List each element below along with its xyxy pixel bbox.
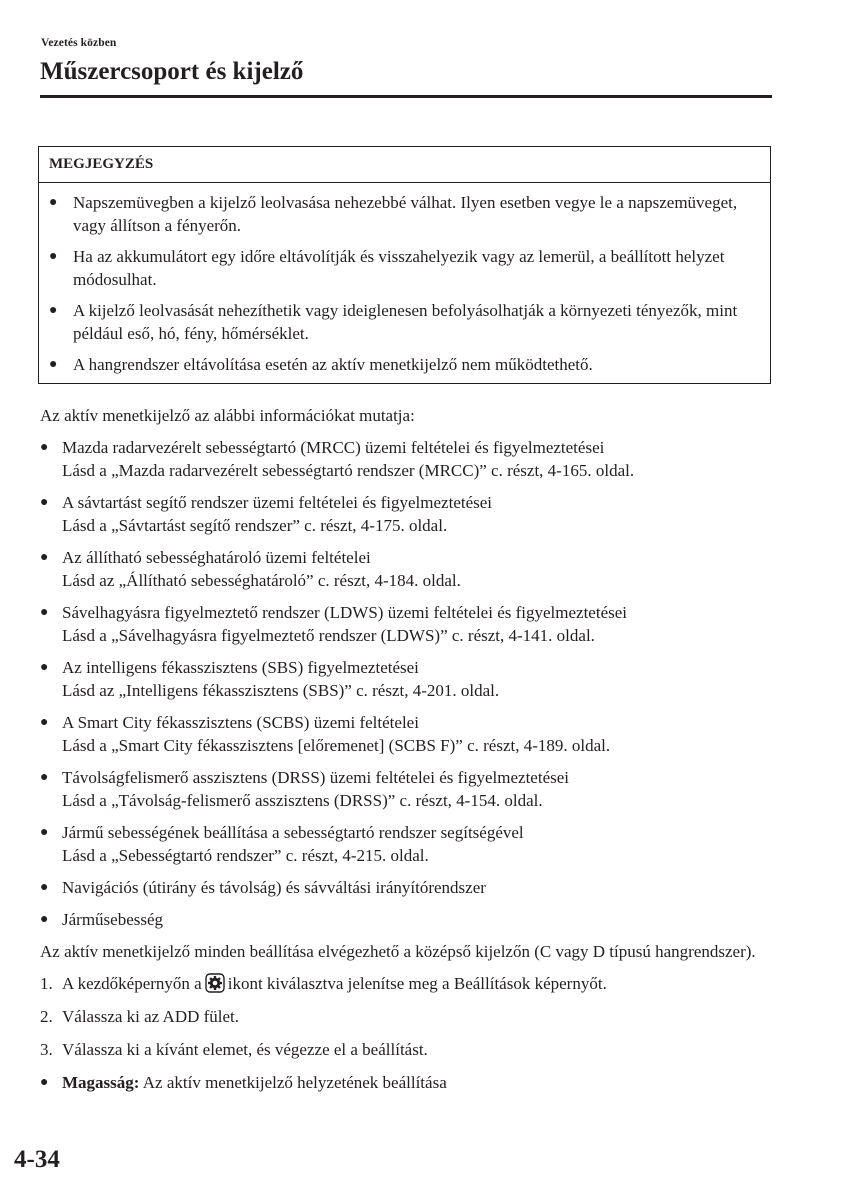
note-item-text: A hangrendszer eltávolítása esetén az aktív menetkijelző nem működtethető. xyxy=(73,355,593,374)
bullet-icon: ● xyxy=(49,249,58,264)
bullet-icon: ● xyxy=(40,1075,49,1090)
bullet-icon: ● xyxy=(49,357,58,372)
list-item xyxy=(40,766,775,812)
list-item-reference: Lásd a „Sávelhagyásra figyelmeztető rendszer (LDWS)” c. részt, 4-141. oldal. xyxy=(62,626,595,645)
note-item-text: Napszemüvegben a kijelző leolvasása nehezebbé válhat. Ilyen esetben vegye le a napszemüveget, vagy állítson a fényerőn. xyxy=(73,193,738,235)
bullet-icon: ● xyxy=(40,550,49,565)
bullet-icon: ● xyxy=(40,715,49,730)
gear-icon xyxy=(205,973,225,993)
step-number: 3. xyxy=(40,1040,53,1059)
step-item xyxy=(40,1005,775,1028)
list-item-text: Az intelligens fékasszisztens (SBS) figyelmeztetései xyxy=(62,658,419,677)
list-item xyxy=(40,601,775,647)
step-item xyxy=(40,1038,775,1061)
list-item-reference: Lásd a „Távolság-felismerő asszisztens (DRSS)” c. részt, 4-154. oldal. xyxy=(62,791,543,810)
step-number: 1. xyxy=(40,974,53,993)
settings-text: Az aktív menetkijelző minden beállítása elvégezhető a középső kijelzőn (C vagy D típusú hangrendszer). xyxy=(40,942,756,961)
list-item-text: Mazda radarvezérelt sebességtartó (MRCC) üzemi feltételei és figyelmeztetései xyxy=(62,438,605,457)
list-item-text: A Smart City fékasszisztens (SCBS) üzemi feltételei xyxy=(62,713,419,732)
list-item-text: Az állítható sebességhatároló üzemi feltételei xyxy=(62,548,371,567)
note-item-text: Ha az akkumulátort egy időre eltávolítják és visszahelyezik vagy az lemerül, a beállított helyzet módosulhat. xyxy=(73,247,725,289)
list-item-reference: Lásd a „Sávtartást segítő rendszer” c. részt, 4-175. oldal. xyxy=(62,516,448,535)
step-item xyxy=(40,972,775,995)
list-item-reference: Lásd a „Mazda radarvezérelt sebességtartó rendszer (MRCC)” c. részt, 4-165. oldal. xyxy=(62,461,635,480)
bullet-icon: ● xyxy=(40,912,49,927)
page-title: Műszercsoport és kijelző xyxy=(40,58,304,85)
step-text: Válassza ki a kívánt elemet, és végezze el a beállítást. xyxy=(62,1040,428,1059)
bullet-icon: ● xyxy=(40,495,49,510)
info-list xyxy=(40,436,775,931)
note-heading: MEGJEGYZÉS xyxy=(39,147,770,183)
list-item xyxy=(40,656,775,702)
bullet-icon: ● xyxy=(40,660,49,675)
bullet-icon: ● xyxy=(40,770,49,785)
note-item xyxy=(49,299,760,345)
note-item-text: A kijelző leolvasását nehezíthetik vagy ideiglenesen befolyásolhatják a környezeti tényezők, mint például eső, hó, fény, hőmérséklet. xyxy=(73,301,738,343)
main-content xyxy=(40,404,775,1103)
steps-list xyxy=(40,972,775,1061)
list-item xyxy=(40,436,775,482)
settings-list xyxy=(40,1071,775,1094)
title-rule xyxy=(40,95,772,98)
note-item xyxy=(49,245,760,291)
bullet-icon: ● xyxy=(49,303,58,318)
list-item-reference: Lásd az „Állítható sebességhatároló” c. részt, 4-184. oldal. xyxy=(62,571,461,590)
list-item-text: Távolságfelismerő asszisztens (DRSS) üzemi feltételei és figyelmeztetései xyxy=(62,768,569,787)
setting-label: Magasság: xyxy=(62,1073,140,1092)
page-number: 4-34 xyxy=(14,1146,60,1173)
bullet-icon: ● xyxy=(40,825,49,840)
list-item xyxy=(40,876,775,899)
setting-description: Az aktív menetkijelző helyzetének beállítása xyxy=(142,1073,447,1092)
list-item xyxy=(40,1071,775,1094)
list-item-text: Sávelhagyásra figyelmeztető rendszer (LDWS) üzemi feltételei és figyelmeztetései xyxy=(62,603,627,622)
intro-text: Az aktív menetkijelző az alábbi információkat mutatja: xyxy=(40,406,415,425)
list-item-text: Navigációs (útirány és távolság) és sávváltási irányítórendszer xyxy=(62,878,486,897)
list-item xyxy=(40,546,775,592)
list-item-text: Járműsebesség xyxy=(62,910,164,929)
step-number: 2. xyxy=(40,1007,53,1026)
list-item-reference: Lásd a „Sebességtartó rendszer” c. részt, 4-215. oldal. xyxy=(62,846,429,865)
bullet-icon: ● xyxy=(40,880,49,895)
note-item xyxy=(49,191,760,237)
bullet-icon: ● xyxy=(40,605,49,620)
step-text-after: ikont kiválasztva jelenítse meg a Beállítások képernyőt. xyxy=(227,974,607,993)
step-text: Válassza ki az ADD fület. xyxy=(62,1007,240,1026)
list-item-text: Jármű sebességének beállítása a sebességtartó rendszer segítségével xyxy=(62,823,524,842)
step-text-before: A kezdőképernyőn a xyxy=(62,974,202,993)
list-item-text: A sávtartást segítő rendszer üzemi feltételei és figyelmeztetései xyxy=(62,493,493,512)
note-item xyxy=(49,353,760,376)
bullet-icon: ● xyxy=(40,440,49,455)
list-item xyxy=(40,711,775,757)
list-item-reference: Lásd az „Intelligens fékasszisztens (SBS)” c. részt, 4-201. oldal. xyxy=(62,681,500,700)
list-item xyxy=(40,491,775,537)
bullet-icon: ● xyxy=(49,195,58,210)
list-item-reference: Lásd a „Smart City fékasszisztens [előremenet] (SCBS F)” c. részt, 4-189. oldal. xyxy=(62,736,611,755)
note-box xyxy=(38,146,771,384)
list-item xyxy=(40,821,775,867)
section-label: Vezetés közben xyxy=(41,37,117,49)
note-list xyxy=(39,183,770,376)
list-item xyxy=(40,908,775,931)
